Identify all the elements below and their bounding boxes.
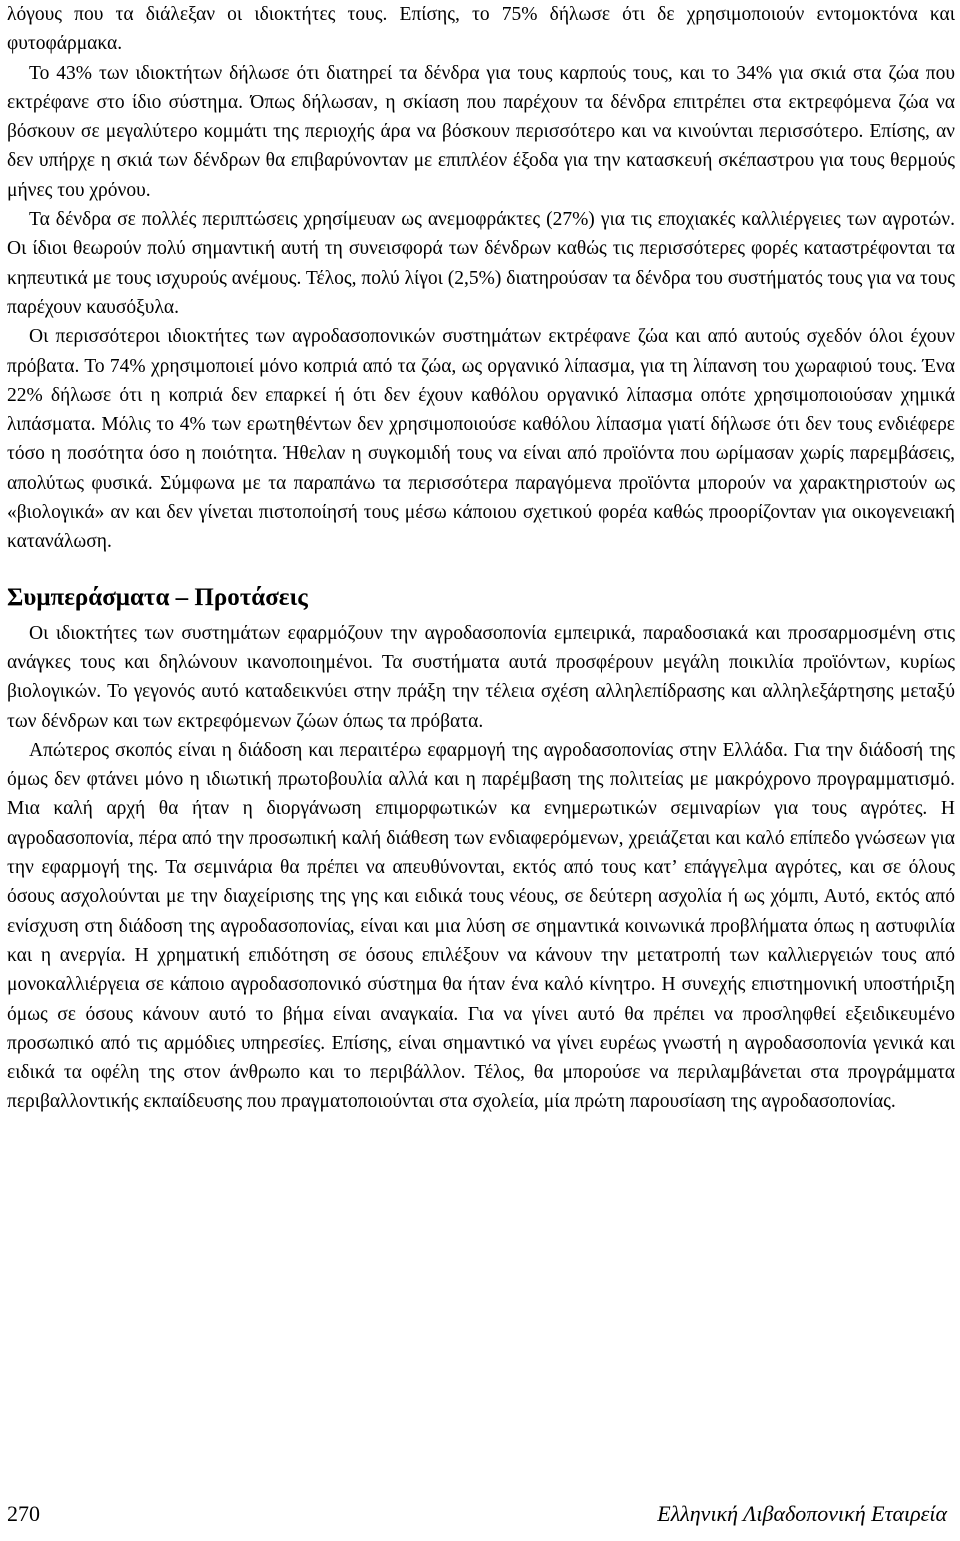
page-footer bbox=[7, 1496, 947, 1532]
paragraph-tree-uses: Το 43% των ιδιοκτήτων δήλωσε ότι διατηρεί τα δένδρα για τους καρπούς τους, και το 34% για σκιά στα ζώα που εκτρέφανε στο ίδιο σύστημα. Όπως δήλωσαν, η σκίαση που παρέχουν τα δένδρα επιτρέπει στα εκτρεφόμενα ζώα να βόσκουν σε μεγαλύτερο κομμάτι της περιοχής άρα να βόσκουν περισσότερο και να κινούνται περισσότερο. Επίσης, αν δεν υπήρχε η σκιά των δένδρων θα επιβαρύνονταν με επιπλέον έξοδα για την κατασκευή σκέπαστρου για τους θερμούς μήνες του χρόνου. bbox=[7, 62, 955, 201]
paragraph-conclusions: Οι ιδιοκτήτες των συστημάτων εφαρμόζουν την αγροδασοπονία εμπειρικά, παραδοσιακά και προσαρμοσμένη στις ανάγκες τους και δηλώνουν ικανοποιημένοι. Τα συστήματα αυτά προσφέρουν μεγάλη ποικιλία προϊόντων, κυρίως βιολογικών. Το γεγονός αυτό καταδεικνύει στην πράξη την τέλεια σχέση αλληλεπίδρασης και αλληλεξάρτησης μεταξύ των δένδρων και των εκτρεφόμενων ζώων όπως τα πρόβατα. bbox=[7, 622, 955, 732]
publisher-name: Ελληνική Λιβαδοπονική Εταιρεία bbox=[657, 1501, 947, 1526]
section-heading-conclusions: Συμπεράσματα – Προτάσεις bbox=[7, 583, 308, 611]
paragraph-intro-continuation: λόγους που τα διάλεξαν οι ιδιοκτήτες τους. Επίσης, το 75% δήλωσε ότι δε χρησιμοποιούν εντομοκτόνα και φυτοφάρμακα. bbox=[7, 4, 955, 55]
document-page bbox=[7, 0, 955, 1117]
page-number: 270 bbox=[7, 1501, 40, 1526]
paragraph-fertilizers: Οι περισσότεροι ιδιοκτήτες των αγροδασοπονικών συστημάτων εκτρέφανε ζώα και από αυτούς σχεδόν όλοι έχουν πρόβατα. Το 74% χρησιμοποιεί μόνο κοπριά από τα ζώα, ως οργανικό λίπασμα, για τη λίπανση του χωραφιού τους. Ένα 22% δήλωσε ότι η κοπριά δεν επαρκεί ή ότι δεν έχουν καθόλου οργανικό λίπασμα οπότε χρησιμοποιούσαν χημικά λιπάσματα. Μόλις το 4% των ερωτηθέντων δεν χρησιμοποιούσε καθόλου λίπασμα γιατί δήλωσε ότι δεν τους ενδιέφερε τόσο η ποσότητα όσο η ποιότητα. Ήθελαν η συγκομιδή τους να είναι από προϊόντα που ωρίμασαν χωρίς παρεμβάσεις, απολύτως φυσικά. Σύμφωνα με τα παραπάνω τα περισσότερα παραγόμενα προϊόντα μπορούν να χαρακτηριστούν ως «βιολογικά» αν και δεν γίνεται πιστοποίησή τους μέσω κάποιου σχετικού φορέα καθώς προορίζονταν για οικογενειακή κατανάλωση. bbox=[7, 326, 955, 553]
paragraph-windbreaks: Τα δένδρα σε πολλές περιπτώσεις χρησίμευαν ως ανεμοφράκτες (27%) για τις εποχιακές καλλιέργειες των αγροτών. Οι ίδιοι θεωρούν πολύ σημαντική αυτή τη συνεισφορά των δένδρων καθώς τις περισσότερες φορές καταστρέφονται τα κηπευτικά με τους ισχυρούς ανέμους. Τέλος, πολύ λίγοι (2,5%) διατηρούσαν τα δένδρα του συστήματός τους για να τους παρέχουν καυσόξυλα. bbox=[7, 209, 955, 318]
paragraph-proposals: Απώτερος σκοπός είναι η διάδοση και περαιτέρω εφαρμογή της αγροδασοπονίας στην Ελλάδα. Για την διάδοσή της όμως δεν φτάνει μόνο η ιδιωτική πρωτοβουλία αλλά και η παρέμβαση της πολιτείας με μακρόχρονο προγραμματισμό. Μια καλή αρχή θα ήταν η διοργάνωση επιμορφωτικών κα ενημερωτικών σεμιναρίων για τους αγρότες. Η αγροδασοπονία, πέρα από την προσωπική καλή διάθεση των ενδιαφερόμενων, χρειάζεται και καλό επίπεδο γνώσεων για την εφαρμογή της. Τα σεμινάρια θα πρέπει να απευθύνονται, εκτός από τους κατ’ επάγγελμα αγρότες, και σε όλους όσους ασχολούνται με την διαχείρισης της γης και ειδικά τους νέους, σε δεύτερη ασχολία ή ως χόμπι, Αυτό, εκτός από ενίσχυση στη διάδοση της αγροδασοπονίας, είναι και μια λύση σε σημαντικά κοινωνικά προβλήματα όπως η αστυφιλία και η ανεργία. Η χρηματική επιδότηση σε όσους επιλέξουν να κάνουν την μετατροπή των καλλιεργειών τους από μονοκαλλιέργεια σε κάποιο αγροδασοπονικό σύστημα θα ήταν ένα καλό κίνητρο. Η συνεχής επιστημονική υποστήριξη όμως σε όσους κάνουν αυτό το βήμα είναι αναγκαία. Για να γίνει αυτό θα πρέπει να προσληφθεί εξειδικευμένο προσωπικό από τις αρμόδιες υπηρεσίες. Επίσης, είναι σημαντικό να γίνει ευρέως γνωστή η αγροδασοπονία γενικά και ειδικά τα οφέλη της στον άνθρωπο και το περιβάλλον. Τέλος, θα μπορούσε να περιλαμβάνεται στα προγράμματα περιβαλλοντικής εκπαίδευσης που πραγματοποιούνται στα σχολεία, μία πρώτη παρουσίαση της αγροδασοπονίας. bbox=[7, 739, 955, 1113]
